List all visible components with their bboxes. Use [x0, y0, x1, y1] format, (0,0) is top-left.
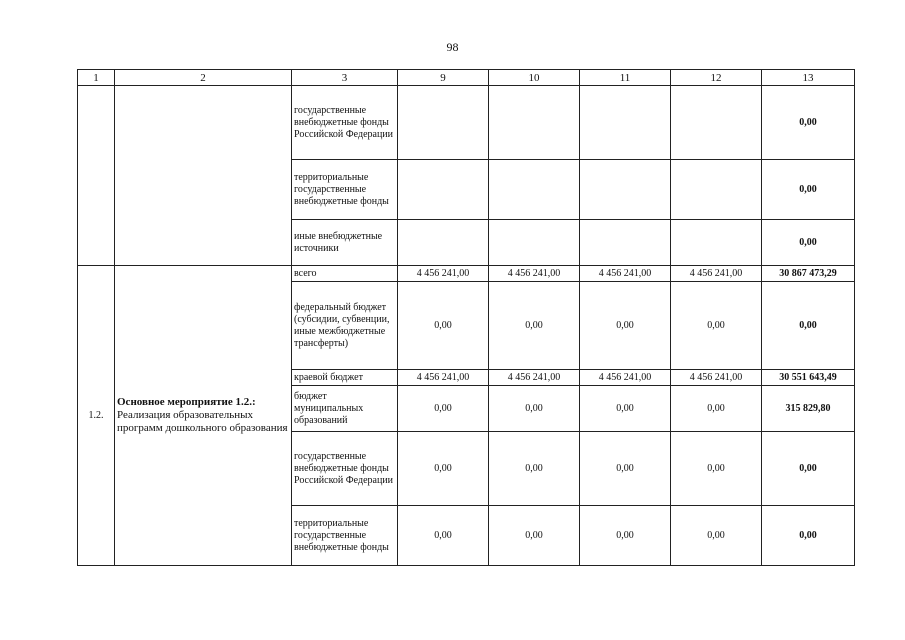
description-cell	[115, 86, 292, 266]
total-cell: 30 867 473,29	[762, 266, 855, 282]
value-cell: 4 456 241,00	[671, 370, 762, 386]
value-cell: 0,00	[580, 386, 671, 432]
funding-source-cell: территориальные государственные внебюджетные фонды	[292, 506, 398, 566]
activity-text: Реализация образовательных программ дошкольного образования	[117, 409, 288, 434]
funding-source-cell: территориальные государственные внебюджетные фонды	[292, 160, 398, 220]
total-cell: 0,00	[762, 506, 855, 566]
value-cell	[671, 86, 762, 160]
value-cell: 0,00	[398, 282, 489, 370]
value-cell	[671, 160, 762, 220]
funding-source-cell: бюджет муниципальных образований	[292, 386, 398, 432]
table-row	[78, 266, 855, 282]
value-cell: 0,00	[671, 282, 762, 370]
header-cell: 2	[115, 70, 292, 86]
value-cell: 0,00	[398, 506, 489, 566]
activity-title: Основное мероприятие 1.2.:	[117, 396, 256, 408]
header-cell: 13	[762, 70, 855, 86]
total-cell: 0,00	[762, 282, 855, 370]
header-cell: 11	[580, 70, 671, 86]
total-cell: 0,00	[762, 220, 855, 266]
value-cell: 4 456 241,00	[489, 370, 580, 386]
value-cell: 0,00	[398, 432, 489, 506]
funding-source-cell: государственные внебюджетные фонды Российской Федерации	[292, 432, 398, 506]
value-cell: 4 456 241,00	[580, 370, 671, 386]
value-cell: 4 456 241,00	[671, 266, 762, 282]
value-cell: 0,00	[671, 506, 762, 566]
funding-source-cell: краевой бюджет	[292, 370, 398, 386]
value-cell: 0,00	[580, 282, 671, 370]
value-cell	[489, 86, 580, 160]
value-cell: 0,00	[489, 282, 580, 370]
value-cell: 0,00	[489, 432, 580, 506]
value-cell	[398, 220, 489, 266]
value-cell: 4 456 241,00	[398, 370, 489, 386]
header-row	[78, 70, 855, 86]
value-cell	[580, 86, 671, 160]
header-cell: 10	[489, 70, 580, 86]
header-cell: 1	[78, 70, 115, 86]
row-index: 1.2.	[78, 266, 115, 566]
value-cell: 0,00	[671, 386, 762, 432]
header-cell: 3	[292, 70, 398, 86]
total-cell: 0,00	[762, 160, 855, 220]
total-cell: 0,00	[762, 86, 855, 160]
value-cell: 4 456 241,00	[580, 266, 671, 282]
value-cell: 0,00	[489, 386, 580, 432]
value-cell: 0,00	[580, 432, 671, 506]
value-cell	[580, 220, 671, 266]
total-cell: 0,00	[762, 432, 855, 506]
value-cell: 0,00	[671, 432, 762, 506]
value-cell	[398, 160, 489, 220]
value-cell: 0,00	[398, 386, 489, 432]
table-row	[78, 86, 855, 160]
budget-table	[77, 69, 855, 566]
value-cell	[671, 220, 762, 266]
value-cell: 4 456 241,00	[398, 266, 489, 282]
funding-source-cell: федеральный бюджет (субсидии, субвенции, иные межбюджетные трансферты)	[292, 282, 398, 370]
total-cell: 315 829,80	[762, 386, 855, 432]
value-cell	[398, 86, 489, 160]
funding-source-cell: всего	[292, 266, 398, 282]
header-cell: 12	[671, 70, 762, 86]
value-cell	[580, 160, 671, 220]
total-cell: 30 551 643,49	[762, 370, 855, 386]
activity-description	[115, 266, 292, 566]
value-cell	[489, 160, 580, 220]
value-cell	[489, 220, 580, 266]
funding-source-cell: государственные внебюджетные фонды Российской Федерации	[292, 86, 398, 160]
value-cell: 0,00	[580, 506, 671, 566]
page-number: 98	[446, 40, 459, 54]
index-cell	[78, 86, 115, 266]
header-cell: 9	[398, 70, 489, 86]
value-cell: 4 456 241,00	[489, 266, 580, 282]
value-cell: 0,00	[489, 506, 580, 566]
funding-source-cell: иные внебюджетные источники	[292, 220, 398, 266]
